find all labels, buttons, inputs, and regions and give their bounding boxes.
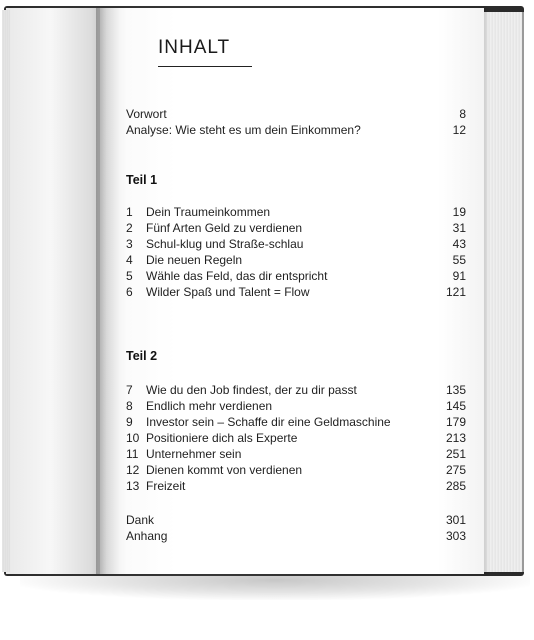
toc-chapter-page: 135 xyxy=(445,383,466,397)
toc-chapter-number: 9 xyxy=(126,415,133,429)
toc-chapter-title: Positioniere dich als Experte xyxy=(146,431,298,445)
toc-chapter-title: Dienen kommt von verdienen xyxy=(146,463,303,477)
toc-chapter-page: 213 xyxy=(445,431,466,445)
toc-chapter-title: Endlich mehr verdienen xyxy=(146,399,273,413)
toc-chapter-page: 91 xyxy=(452,269,466,283)
toc-entry-title: Analyse: Wie steht es um dein Einkommen? xyxy=(126,123,361,137)
left-page xyxy=(6,8,106,574)
toc-chapter-7 xyxy=(126,382,466,398)
toc-chapter-6 xyxy=(126,284,466,300)
toc-chapter-title: Schul-klug und Straße-schlau xyxy=(146,237,304,251)
toc-chapter-5 xyxy=(126,268,466,284)
toc-chapter-8 xyxy=(126,398,466,414)
toc-chapter-number: 4 xyxy=(126,253,133,267)
part-heading-2: Teil 2 xyxy=(126,349,158,363)
toc-chapter-title: Wilder Spaß und Talent = Flow xyxy=(146,285,310,299)
toc-chapter-number: 6 xyxy=(126,285,133,299)
toc-chapter-number: 7 xyxy=(126,383,133,397)
toc-chapter-number: 8 xyxy=(126,399,133,413)
toc-chapter-number: 3 xyxy=(126,237,133,251)
toc-entry-back-1 xyxy=(126,512,466,528)
toc-chapter-4 xyxy=(126,252,466,268)
toc-chapter-1 xyxy=(126,204,466,220)
toc-chapter-number: 1 xyxy=(126,205,133,219)
toc-chapter-title: Fünf Arten Geld zu verdienen xyxy=(146,221,303,235)
toc-chapter-number: 5 xyxy=(126,269,133,283)
toc-chapter-title: Investor sein – Schaffe dir eine Geldmaschine xyxy=(146,415,391,429)
toc-chapter-number: 10 xyxy=(126,431,140,445)
toc-entry-title: Dank xyxy=(126,513,155,527)
title-underline xyxy=(158,66,252,67)
toc-entry-back-2 xyxy=(126,528,466,544)
right-page-edges xyxy=(478,12,524,572)
toc-entry-page: 8 xyxy=(459,107,466,121)
toc-entry-title: Vorwort xyxy=(126,107,167,121)
toc-entry-front-2 xyxy=(126,122,466,138)
toc-chapter-10 xyxy=(126,430,466,446)
toc-chapter-page: 43 xyxy=(452,237,466,251)
toc-chapter-11 xyxy=(126,446,466,462)
toc-entry-front-1 xyxy=(126,106,466,122)
spine-gutter-shadow xyxy=(96,8,120,574)
toc-chapter-number: 12 xyxy=(126,463,140,477)
toc-chapter-page: 145 xyxy=(445,399,466,413)
left-page-edges xyxy=(2,10,10,572)
toc-chapter-3 xyxy=(126,236,466,252)
title-block xyxy=(158,38,230,57)
toc-chapter-title: Wähle das Feld, das dir entspricht xyxy=(146,269,328,283)
toc-chapter-page: 31 xyxy=(452,221,466,235)
toc-chapter-page: 19 xyxy=(452,205,466,219)
toc-chapter-page: 285 xyxy=(445,479,466,493)
toc-chapter-number: 13 xyxy=(126,479,140,493)
toc-chapter-title: Wie du den Job findest, der zu dir passt xyxy=(146,383,357,397)
page-title: INHALT xyxy=(158,37,231,58)
contents-page xyxy=(100,8,484,574)
toc-chapter-page: 121 xyxy=(445,285,466,299)
toc-chapter-title: Dein Traumeinkommen xyxy=(146,205,271,219)
toc-chapter-9 xyxy=(126,414,466,430)
toc-chapter-page: 251 xyxy=(445,447,466,461)
part-heading-1: Teil 1 xyxy=(126,173,158,187)
toc-entry-page: 303 xyxy=(445,529,466,543)
toc-chapter-page: 179 xyxy=(445,415,466,429)
toc-chapter-title: Unternehmer sein xyxy=(146,447,242,461)
toc-entry-title: Anhang xyxy=(126,529,168,543)
toc-chapter-2 xyxy=(126,220,466,236)
toc-chapter-page: 275 xyxy=(445,463,466,477)
toc-entry-page: 12 xyxy=(452,123,466,137)
toc-chapter-number: 2 xyxy=(126,221,133,235)
toc-chapter-title: Die neuen Regeln xyxy=(146,253,243,267)
toc-chapter-title: Freizeit xyxy=(146,479,186,493)
toc-chapter-page: 55 xyxy=(452,253,466,267)
toc-chapter-13 xyxy=(126,478,466,494)
toc-chapter-number: 11 xyxy=(126,447,139,461)
toc-entry-page: 301 xyxy=(445,513,466,527)
toc-chapter-12 xyxy=(126,462,466,478)
